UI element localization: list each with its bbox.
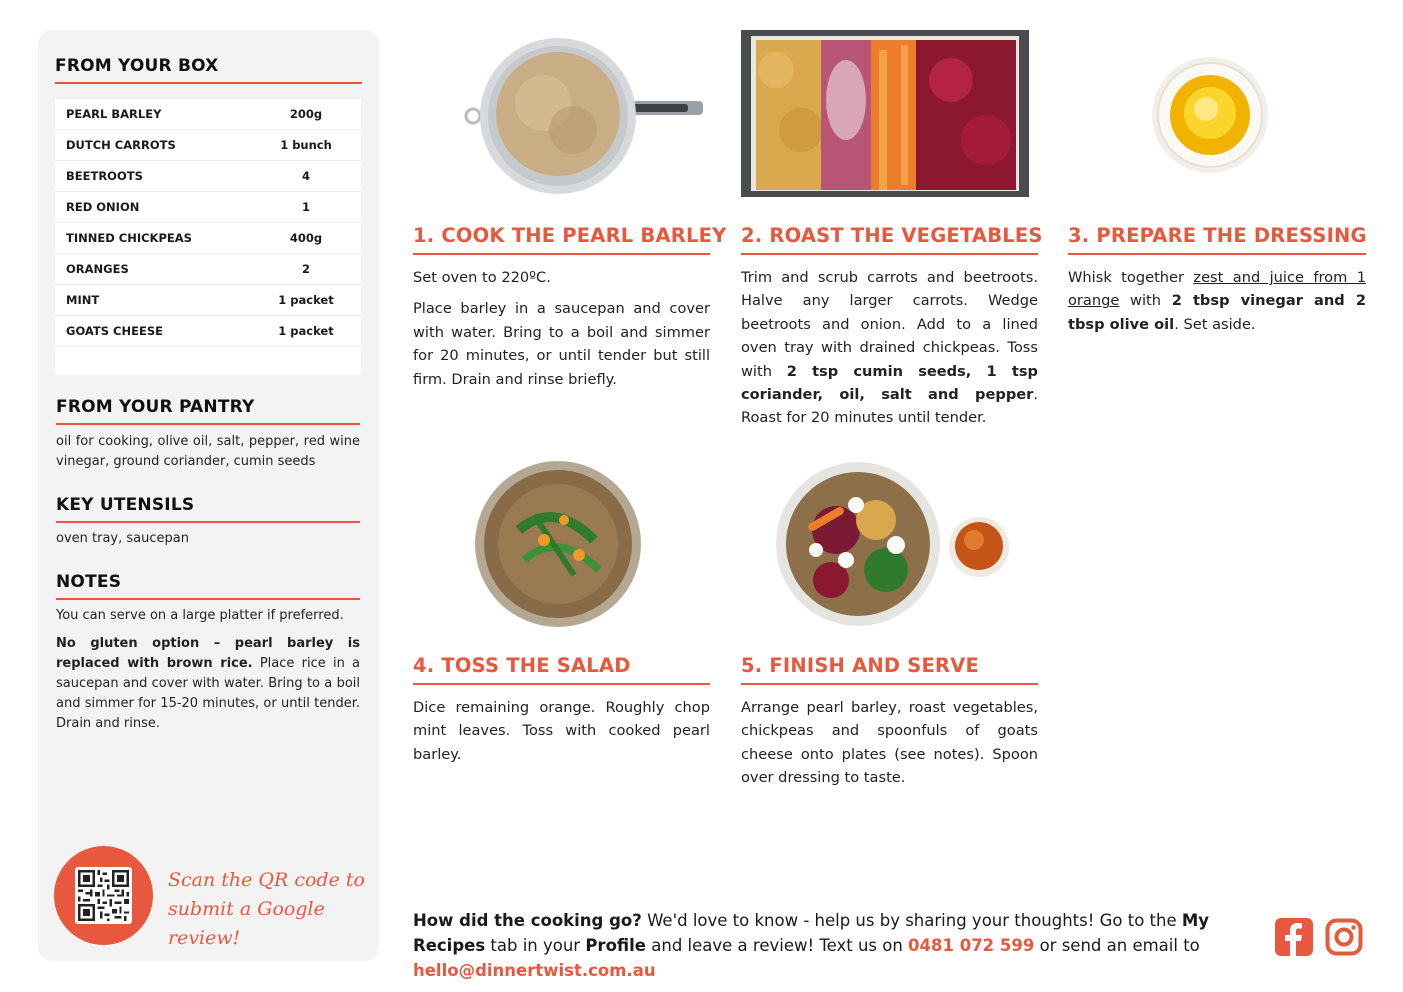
footer-text: tab in your <box>485 936 586 955</box>
qr-message-line: submit a Google review! <box>168 898 325 949</box>
barley-saucepan-photo <box>463 38 703 198</box>
qr-message <box>168 866 368 953</box>
ingredient-name: ORANGES <box>66 262 129 276</box>
notes-body: Place rice in a saucepan and cover with water. Bring to a boil and simmer for 15-20 minutes, or until tender. Drain and rinse. <box>56 656 360 731</box>
phone-link[interactable]: 0481 072 599 <box>908 936 1035 955</box>
table-row <box>55 223 361 254</box>
footer-text: and leave a review! Text us on <box>646 936 909 955</box>
divider <box>1068 253 1366 255</box>
footer-message <box>413 908 1263 983</box>
finished-salad-photo <box>776 460 1011 628</box>
divider <box>741 253 1038 255</box>
step-1-para: Place barley in a saucepan and cover with water. Bring to a boil and simmer for 20 minutes, or until tender but still firm. Drain and rinse briefly. <box>413 300 710 388</box>
notes-bold: No gluten option – pearl barley is replaced with brown rice. <box>56 636 360 671</box>
divider <box>741 683 1038 685</box>
ingredient-qty: 4 <box>301 169 310 183</box>
step-1-title: 1. COOK THE PEARL BARLEY <box>413 224 727 247</box>
divider <box>56 423 360 425</box>
qr-badge <box>54 846 153 945</box>
ingredient-name: MINT <box>66 293 100 307</box>
table-row <box>55 254 361 285</box>
notes-text-2 <box>56 634 360 734</box>
ingredient-name: DUTCH CARROTS <box>66 138 176 152</box>
utensils-text: oven tray, saucepan <box>56 531 189 546</box>
table-row <box>55 192 361 223</box>
table-row <box>55 130 361 161</box>
divider <box>56 598 360 600</box>
ingredient-name: GOATS CHEESE <box>66 324 163 338</box>
footer-question: How did the cooking go? <box>413 911 642 930</box>
step-1-para: Set oven to 220ºC. <box>413 269 551 286</box>
pantry-text: oil for cooking, olive oil, salt, pepper, red wine vinegar, ground coriander, cumin seeds <box>56 434 360 469</box>
utensils-title: KEY UTENSILS <box>56 495 195 515</box>
ingredient-qty: 1 packet <box>278 324 334 338</box>
step-2-text <box>741 266 1038 430</box>
notes-title: NOTES <box>56 572 122 592</box>
step-5-text: Arrange pearl barley, roast vegetables, chickpeas and spoonfuls of goats cheese onto plates (see notes). Spoon over dressing to taste. <box>741 699 1038 787</box>
instagram-icon[interactable] <box>1325 918 1363 956</box>
qr-code-icon[interactable] <box>75 867 132 924</box>
table-row <box>55 99 361 130</box>
step-3-title: 3. PREPARE THE DRESSING <box>1068 224 1367 247</box>
footer-my-recipes: My Recipes <box>413 911 1210 955</box>
facebook-icon[interactable] <box>1275 918 1313 956</box>
step-4-title: 4. TOSS THE SALAD <box>413 654 631 677</box>
ingredient-name: BEETROOTS <box>66 169 143 183</box>
divider <box>413 683 710 685</box>
ingredient-name: PEARL BARLEY <box>66 107 162 121</box>
divider <box>56 521 360 523</box>
table-row <box>55 161 361 192</box>
step-3-text-a: Whisk together <box>1068 269 1194 286</box>
step-2-bold: 2 tsp cumin seeds, 1 tsp coriander, oil, salt and pepper <box>741 362 1038 404</box>
ingredient-qty: 200g <box>289 107 323 121</box>
ingredient-qty: 1 <box>301 200 310 214</box>
dressing-bowl-photo <box>1150 55 1270 175</box>
footer-profile: Profile <box>585 936 646 955</box>
ingredient-qty: 1 bunch <box>280 138 332 152</box>
footer-text: We'd love to know - help us by sharing your thoughts! Go to the <box>641 911 1182 930</box>
ingredient-qty: 1 packet <box>278 293 334 307</box>
ingredient-name: RED ONION <box>66 200 140 214</box>
email-link[interactable]: hello@dinnertwist.com.au <box>413 961 656 980</box>
step-3-text <box>1068 266 1366 336</box>
table-row <box>55 285 361 316</box>
footer-text: or send an email to <box>1034 936 1200 955</box>
tossed-salad-photo <box>474 460 642 628</box>
step-2-text-a: Trim and scrub carrots and beetroots. Halve any larger carrots. Wedge beetroots and onion. Add to a lined oven tray with drained chickpeas. Toss with <box>741 269 1038 380</box>
table-row <box>55 316 361 347</box>
step-3-text-c: . Set aside. <box>1174 315 1256 333</box>
step-3-text-b: with <box>1119 292 1172 310</box>
divider <box>413 253 710 255</box>
ingredient-name: TINNED CHICKPEAS <box>66 231 192 245</box>
step-2-text-b: . Roast for 20 minutes until tender. <box>741 386 1038 427</box>
step-3-underline: zest and juice from 1 orange <box>1068 269 1366 310</box>
step-1-text <box>413 266 710 399</box>
ingredients-table <box>55 99 361 375</box>
box-title: FROM YOUR BOX <box>55 56 219 76</box>
roasting-tray-photo <box>741 30 1029 197</box>
step-3-bold: 2 tbsp vinegar and 2 tbsp olive oil <box>1068 292 1366 333</box>
qr-message-line: Scan the QR code to <box>168 869 365 891</box>
step-4-text: Dice remaining orange. Roughly chop mint leaves. Toss with cooked pearl barley. <box>413 699 710 763</box>
notes-text-1: You can serve on a large platter if preferred. <box>56 608 344 623</box>
ingredient-qty: 2 <box>301 262 310 276</box>
pantry-title: FROM YOUR PANTRY <box>56 397 255 417</box>
divider <box>55 82 362 84</box>
ingredient-qty: 400g <box>289 231 323 245</box>
step-5-title: 5. FINISH AND SERVE <box>741 654 980 677</box>
step-2-title: 2. ROAST THE VEGETABLES <box>741 224 1043 247</box>
